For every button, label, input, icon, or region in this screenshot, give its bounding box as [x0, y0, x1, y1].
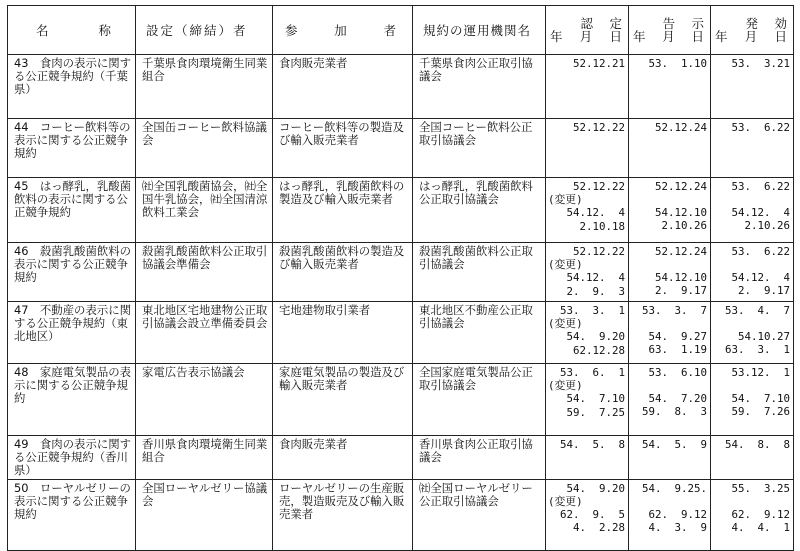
date-value: 53. 4. 7	[724, 304, 790, 317]
effective-dates	[711, 243, 794, 302]
approved-dates	[546, 302, 629, 364]
approved-dates	[546, 119, 629, 178]
effective-dates	[711, 302, 794, 364]
date-value: 54. 5. 9	[641, 438, 707, 451]
rule-org: 全国缶コーヒー飲料協議会	[136, 119, 273, 178]
date-value: 2. 9. 3	[566, 284, 625, 298]
date-value: 54.12. 4	[566, 206, 625, 220]
date-value: 2.10.18	[579, 219, 625, 233]
rule-admin: はっ酵乳，乳酸菌飲料公正取引協議会	[413, 178, 546, 243]
date-value: 54. 8. 8	[724, 438, 790, 451]
header-admin: 規約の運用機関名	[413, 6, 546, 55]
effective-dates	[711, 55, 794, 119]
rule-name: 49 食肉の表示に関する公正競争規約（香川県）	[8, 436, 136, 480]
date-value: 62. 9.12	[648, 507, 707, 521]
rule-participants: 宅地建物取引業者	[273, 302, 413, 364]
header-org: 設定（締結）者	[136, 6, 273, 55]
header-notice-top: 告 示	[662, 15, 706, 31]
rule-name: 46 殺菌乳酸菌飲料の表示に関する公正競争規約	[8, 243, 136, 302]
notice-dates	[629, 178, 711, 243]
header-year: 年	[550, 29, 565, 44]
header-effective-top: 発 効	[745, 15, 789, 31]
date-value: 52.12.24	[654, 121, 707, 134]
notice-dates	[629, 364, 711, 436]
date-value: 53. 6.10	[648, 366, 707, 379]
date-value: 54. 7.10	[731, 392, 790, 406]
date-value: 53. 3. 7	[641, 304, 707, 317]
rule-org: 家電広告表示協議会	[136, 364, 273, 436]
date-value: 54. 9.25.	[641, 481, 707, 495]
approved-dates	[546, 243, 629, 302]
date-value: 54. 7.10	[566, 392, 625, 406]
header-part: 加	[334, 22, 349, 38]
date-spacer	[631, 193, 707, 206]
date-value: 59. 8. 3	[641, 405, 707, 419]
date-value: 54. 7.20	[648, 392, 707, 406]
date-spacer	[713, 317, 790, 330]
date-change-label: (変更)	[548, 317, 583, 331]
effective-dates	[711, 436, 794, 480]
date-value: 54. 9.20	[566, 481, 625, 495]
effective-dates	[711, 119, 794, 178]
date-value: 55. 3.25	[731, 481, 790, 495]
date-value: 2. 9.17	[737, 284, 790, 298]
date-value: 53. 6. 1	[559, 366, 625, 379]
date-change-label: (変更)	[548, 494, 583, 508]
date-value: 52.12.21	[572, 57, 625, 70]
date-value: 53.12. 1	[731, 366, 790, 379]
date-value: 62.12.28	[572, 343, 625, 357]
rule-name: 50 ローヤルゼリーの表示に関する公正競争規約	[8, 479, 136, 550]
date-value: 52.12.24	[654, 245, 707, 258]
approved-dates	[546, 436, 629, 480]
rule-admin: 全国コーヒー飲料公正取引協議会	[413, 119, 546, 178]
date-value: 63. 1.19	[648, 343, 707, 357]
notice-dates	[629, 302, 711, 364]
date-value: 54. 5. 8	[559, 438, 625, 451]
date-value: 54.12. 4	[731, 271, 790, 285]
header-participants	[273, 6, 413, 55]
date-value: 53. 3. 1	[559, 304, 625, 317]
notice-dates	[629, 55, 711, 119]
rule-name: 45 はっ酵乳，乳酸菌飲料の表示に関する公正競争規約	[8, 178, 136, 243]
rule-name: 48 家庭電気製品の表示に関する公正競争規約	[8, 364, 136, 436]
rule-admin: 東北地区不動産公正取引協議会	[413, 302, 546, 364]
date-value: 53. 6.22	[731, 245, 790, 258]
rule-name: 43 食肉の表示に関する公正競争規約（千葉県）	[8, 55, 136, 119]
date-value: 52.12.22	[572, 180, 625, 193]
date-value: 52.12.22	[572, 121, 625, 134]
date-value: 4. 2.28	[572, 521, 625, 535]
approved-dates	[546, 55, 629, 119]
date-value: 54.12.10	[654, 271, 707, 285]
header-effective	[711, 6, 794, 55]
date-spacer	[713, 193, 790, 206]
rule-participants: 殺菌乳酸菌飲料の製造及び輸入販売業者	[273, 243, 413, 302]
rule-name: 47 不動産の表示に関する公正競争規約（東北地区）	[8, 302, 136, 364]
table-header	[8, 6, 794, 55]
rule-org: 千葉県食肉環境衛生同業組合	[136, 55, 273, 119]
rule-org: 全国ローヤルゼリー協議会	[136, 479, 273, 550]
date-value: 52.12.24	[654, 180, 707, 193]
table-row	[8, 243, 794, 302]
table-row	[8, 119, 794, 178]
date-value: 2. 9.17	[654, 284, 707, 298]
date-value: 54.12.10	[654, 206, 707, 220]
header-day: 日	[774, 29, 789, 44]
date-value: 2.10.26	[744, 219, 790, 233]
rule-admin: 全国家庭電気製品公正取引協議会	[413, 364, 546, 436]
header-notice	[629, 6, 711, 55]
rule-participants: ローヤルゼリーの生産販売，製造販売及び輸入販売業者	[273, 479, 413, 550]
header-name	[8, 6, 136, 55]
header-part: 参	[285, 22, 300, 38]
date-spacer	[713, 258, 790, 271]
approved-dates	[546, 178, 629, 243]
table-body	[8, 55, 794, 551]
date-spacer	[631, 379, 707, 392]
approved-dates	[546, 364, 629, 436]
date-spacer	[713, 495, 790, 508]
header-year: 年	[715, 29, 730, 44]
date-change-label: (変更)	[548, 193, 583, 207]
header-day: 日	[691, 29, 706, 44]
notice-dates	[629, 119, 711, 178]
header-month: 月	[579, 29, 595, 44]
rule-participants: 家庭電気製品の製造及び輸入販売業者	[273, 364, 413, 436]
date-value: 4. 4. 1	[731, 521, 790, 535]
header-approved	[546, 6, 629, 55]
notice-dates	[629, 243, 711, 302]
header-day: 日	[609, 29, 624, 44]
date-change-label: (変更)	[548, 379, 583, 393]
rule-participants: コーヒー飲料等の製造及び輸入販売業者	[273, 119, 413, 178]
date-value: 54.12. 4	[566, 271, 625, 285]
date-value: 4. 3. 9	[648, 521, 707, 535]
date-value: 54. 9.20	[566, 330, 625, 344]
header-part: 者	[383, 22, 398, 38]
date-spacer	[631, 317, 707, 330]
rule-org: 殺菌乳酸菌飲料公正取引協議会準備会	[136, 243, 273, 302]
date-value: 52.12.22	[572, 245, 625, 258]
effective-dates	[711, 364, 794, 436]
date-value: 2.10.26	[661, 219, 707, 233]
notice-dates	[629, 436, 711, 480]
date-value: 62. 9.12	[731, 507, 790, 521]
rule-participants: 食肉販売業者	[273, 436, 413, 480]
date-value: 63. 3. 1	[724, 343, 790, 357]
header-month: 月	[662, 29, 677, 44]
header-approved-top: 認 定	[580, 15, 624, 31]
header-year: 年	[633, 29, 648, 44]
date-value: 59. 7.25	[566, 405, 625, 419]
rule-admin: 千葉県食肉公正取引協議会	[413, 55, 546, 119]
fair-competition-rules-table	[7, 5, 794, 551]
table-row	[8, 302, 794, 364]
date-value: 54.10.27	[737, 330, 790, 344]
date-value: 54. 9.27	[648, 330, 707, 344]
effective-dates	[711, 178, 794, 243]
date-value: 54.12. 4	[731, 206, 790, 220]
table-row	[8, 436, 794, 480]
rule-org: ㈳全国乳酸菌協会，㈳全国牛乳協会，㈳全国清涼飲料工業会	[136, 178, 273, 243]
rule-org: 香川県食肉環境衛生同業組合	[136, 436, 273, 480]
table-row	[8, 364, 794, 436]
header-name-part: 名	[36, 22, 51, 38]
date-spacer	[713, 379, 790, 392]
rule-participants: はっ酵乳，乳酸菌飲料の製造及び輸入販売業者	[273, 178, 413, 243]
date-value: 53. 6.22	[731, 180, 790, 193]
rule-admin: 殺菌乳酸菌飲料公正取引協議会	[413, 243, 546, 302]
header-name-part: 称	[98, 22, 113, 38]
rule-admin: 香川県食肉公正取引協議会	[413, 436, 546, 480]
table-row	[8, 178, 794, 243]
date-value: 53. 1.10	[648, 57, 707, 70]
date-value: 53. 6.22	[731, 121, 790, 134]
date-value: 53. 3.21	[731, 57, 790, 70]
date-spacer	[631, 258, 707, 271]
rule-org: 東北地区宅地建物公正取引協議会設立準備委員会	[136, 302, 273, 364]
rule-name: 44 コーヒー飲料等の表示に関する公正競争規約	[8, 119, 136, 178]
date-value: 59. 7.26	[731, 405, 790, 419]
rule-participants: 食肉販売業者	[273, 55, 413, 119]
date-value: 62. 9. 5	[559, 508, 625, 522]
header-month: 月	[744, 29, 760, 44]
date-change-label: (変更)	[548, 258, 583, 272]
rule-admin: ㈳全国ローヤルゼリー公正取引協議会	[413, 479, 546, 550]
table-row	[8, 55, 794, 119]
date-spacer	[631, 495, 707, 508]
